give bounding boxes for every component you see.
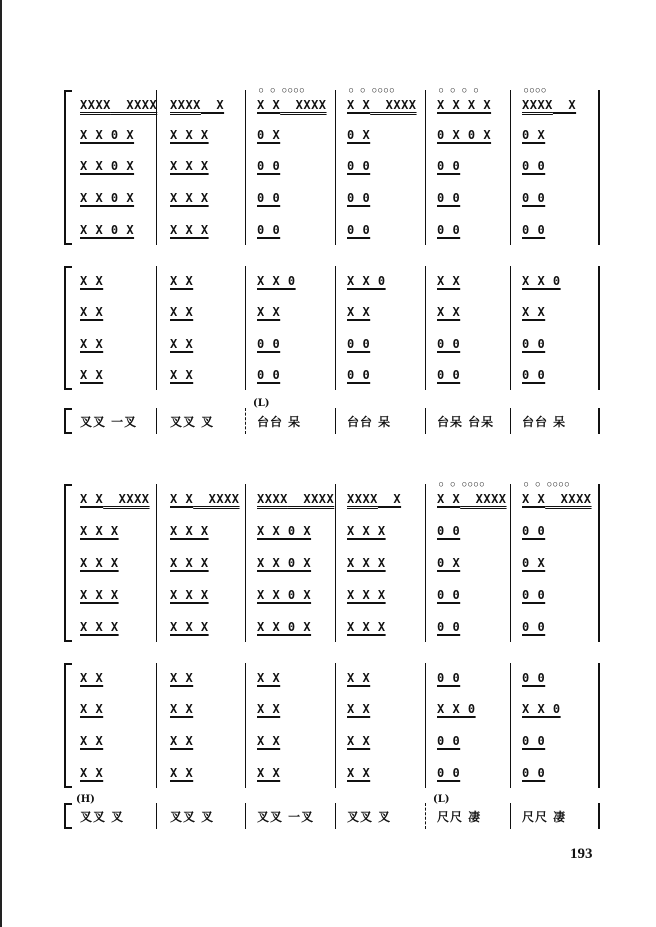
lyric-brace: [64, 408, 70, 434]
rhythm-cell: X X: [170, 274, 194, 288]
rhythm-cell: X X 0: [257, 274, 296, 288]
rhythm-cell: 0 0: [257, 191, 281, 205]
rhythm-cell: 0 0: [347, 191, 371, 205]
rhythm-cell: 0 0: [257, 159, 281, 173]
rhythm-cell: 0 X 0 X: [437, 128, 492, 142]
rhythm-cell: 0 0: [437, 223, 461, 237]
barline: [156, 408, 157, 434]
vocal-syllables: 叉叉 一叉: [80, 414, 138, 429]
lyric-brace: [64, 803, 70, 829]
barline: [598, 803, 600, 829]
vocal-syllables: 台台 呆: [522, 414, 567, 429]
vocal-syllables: 台台 呆: [347, 414, 392, 429]
vocal-syllables: 台呆 台呆: [437, 414, 495, 429]
rhythm-cell: X X X: [80, 588, 119, 602]
rhythm-cell: 0 0: [522, 766, 546, 780]
rhythm-cell: X X: [257, 734, 281, 748]
rhythm-cell: X X 0 X: [257, 556, 312, 570]
rhythm-cell: X X: [170, 337, 194, 351]
rhythm-cell: X X: [80, 337, 104, 351]
rhythm-cell: 0 0: [522, 734, 546, 748]
rhythm-cell: X X: [347, 766, 371, 780]
rhythm-cell: X X XXXX: [437, 492, 507, 506]
staff-brace: [64, 663, 70, 788]
vocal-syllables: 尺尺 凄: [437, 809, 482, 824]
rhythm-cell: X X X: [170, 588, 209, 602]
register-mark: (H): [76, 794, 95, 805]
rhythm-cell: X X 0 X: [80, 159, 135, 173]
accent-dots: ○ ○ ○ ○: [439, 86, 480, 94]
rhythm-cell: X X: [347, 734, 371, 748]
rhythm-cell: X X X: [170, 524, 209, 538]
rhythm-cell: X X: [347, 671, 371, 685]
rhythm-cell: X X XXXX: [257, 98, 327, 112]
rhythm-cell: XXXX X: [522, 98, 577, 112]
vocal-syllables: 尺尺 凄: [522, 809, 567, 824]
rhythm-cell: 0 0: [257, 368, 281, 382]
rhythm-cell: 0 0: [437, 734, 461, 748]
barline: [425, 803, 426, 829]
barline: [245, 408, 246, 434]
rhythm-cell: X X: [170, 702, 194, 716]
rhythm-cell: X X: [170, 766, 194, 780]
rhythm-cell: X X 0: [347, 274, 386, 288]
rhythm-cell: 0 0: [437, 159, 461, 173]
accent-dots: ○○○○: [524, 86, 548, 94]
accent-dots: ○ ○ ○○○○: [349, 86, 396, 94]
register-mark: (L): [253, 398, 270, 409]
rhythm-cell: X X X: [80, 524, 119, 538]
rhythm-cell: 0 0: [522, 159, 546, 173]
rhythm-cell: X X: [170, 671, 194, 685]
rhythm-cell: X X: [170, 368, 194, 382]
rhythm-cell: X X XXXX: [522, 492, 592, 506]
rhythm-cell: X X: [80, 305, 104, 319]
barline: [510, 408, 511, 434]
page-number: 193: [570, 846, 593, 862]
rhythm-cell: 0 0: [437, 524, 461, 538]
rhythm-cell: X X: [437, 274, 461, 288]
rhythm-cell: X X X: [170, 556, 209, 570]
rhythm-cell: X X: [80, 671, 104, 685]
rhythm-cell: XXXX X: [170, 98, 225, 112]
rhythm-cell: 0 X: [437, 556, 461, 570]
rhythm-cell: XXXX XXXX: [257, 492, 335, 506]
rhythm-cell: X X 0 X: [257, 620, 312, 634]
rhythm-cell: 0 0: [437, 337, 461, 351]
rhythm-cell: X X 0: [522, 702, 561, 716]
barline: [510, 803, 511, 829]
rhythm-cell: X X: [80, 368, 104, 382]
vocal-syllables: 台台 呆: [257, 414, 302, 429]
rhythm-cell: X X X: [347, 620, 386, 634]
rhythm-cell: 0 X: [522, 128, 546, 142]
staff-brace: [64, 484, 70, 642]
rhythm-cell: X X XXXX: [347, 98, 417, 112]
rhythm-cell: 0 0: [437, 620, 461, 634]
rhythm-cell: 0 0: [347, 368, 371, 382]
vocal-syllables: 叉叉 叉: [170, 414, 215, 429]
rhythm-cell: 0 0: [522, 588, 546, 602]
rhythm-cell: X X: [347, 305, 371, 319]
rhythm-cell: X X XXXX: [170, 492, 240, 506]
register-mark: (L): [433, 794, 450, 805]
rhythm-cell: X X: [257, 702, 281, 716]
rhythm-cell: X X X: [170, 191, 209, 205]
rhythm-cell: X X: [437, 305, 461, 319]
accent-dots: ○ ○ ○○○○: [259, 86, 306, 94]
rhythm-cell: X X: [347, 702, 371, 716]
rhythm-cell: X X: [80, 766, 104, 780]
rhythm-cell: X X X: [170, 159, 209, 173]
rhythm-cell: 0 0: [522, 620, 546, 634]
rhythm-cell: 0 0: [437, 588, 461, 602]
rhythm-cell: 0 0: [437, 671, 461, 685]
staff-brace: [64, 90, 70, 245]
rhythm-cell: 0 0: [522, 524, 546, 538]
rhythm-cell: XXXX X: [347, 492, 402, 506]
rhythm-cell: X X X: [347, 588, 386, 602]
vocal-syllables: 叉叉 一叉: [257, 809, 315, 824]
rhythm-cell: 0 X: [522, 556, 546, 570]
rhythm-cell: 0 0: [522, 191, 546, 205]
rhythm-cell: 0 X: [347, 128, 371, 142]
rhythm-cell: 0 0: [522, 223, 546, 237]
barline: [335, 408, 336, 434]
vocal-syllables: 叉叉 叉: [170, 809, 215, 824]
barline: [598, 408, 600, 434]
rhythm-cell: X X X: [347, 524, 386, 538]
rhythm-cell: X X X: [170, 223, 209, 237]
vocal-syllables: 叉叉 叉: [80, 809, 125, 824]
barline: [335, 803, 336, 829]
rhythm-cell: X X XXXX: [80, 492, 150, 506]
rhythm-cell: 0 0: [522, 337, 546, 351]
rhythm-cell: X X X: [170, 620, 209, 634]
accent-dots: ○ ○ ○○○○: [439, 480, 486, 488]
rhythm-cell: X X X: [347, 556, 386, 570]
rhythm-cell: X X: [522, 305, 546, 319]
barline: [156, 803, 157, 829]
rhythm-cell: X X: [170, 305, 194, 319]
rhythm-cell: 0 0: [347, 223, 371, 237]
rhythm-cell: X X 0 X: [80, 191, 135, 205]
rhythm-cell: X X: [257, 766, 281, 780]
rhythm-cell: X X: [257, 671, 281, 685]
rhythm-cell: X X 0 X: [257, 588, 312, 602]
rhythm-cell: 0 0: [257, 223, 281, 237]
rhythm-cell: 0 0: [437, 766, 461, 780]
barline: [425, 408, 426, 434]
rhythm-cell: X X X: [80, 556, 119, 570]
rhythm-cell: X X: [170, 734, 194, 748]
rhythm-cell: 0 0: [437, 191, 461, 205]
barline: [245, 803, 246, 829]
rhythm-cell: XXXX XXXX: [80, 98, 158, 112]
rhythm-cell: X X: [80, 274, 104, 288]
rhythm-cell: X X 0 X: [80, 128, 135, 142]
rhythm-cell: 0 X: [257, 128, 281, 142]
rhythm-cell: 0 0: [522, 671, 546, 685]
rhythm-cell: 0 0: [347, 159, 371, 173]
rhythm-cell: X X: [80, 702, 104, 716]
rhythm-cell: X X: [257, 305, 281, 319]
staff-brace: [64, 266, 70, 390]
vocal-syllables: 叉叉 叉: [347, 809, 392, 824]
rhythm-cell: 0 0: [257, 337, 281, 351]
rhythm-cell: X X X: [170, 128, 209, 142]
rhythm-cell: X X: [80, 734, 104, 748]
rhythm-cell: X X X X: [437, 98, 492, 112]
rhythm-cell: 0 0: [437, 368, 461, 382]
rhythm-cell: X X 0 X: [80, 223, 135, 237]
rhythm-cell: X X X: [80, 620, 119, 634]
rhythm-cell: X X 0: [437, 702, 476, 716]
rhythm-cell: X X 0: [522, 274, 561, 288]
rhythm-cell: 0 0: [347, 337, 371, 351]
rhythm-cell: X X 0 X: [257, 524, 312, 538]
rhythm-cell: 0 0: [522, 368, 546, 382]
accent-dots: ○ ○ ○○○○: [524, 480, 571, 488]
